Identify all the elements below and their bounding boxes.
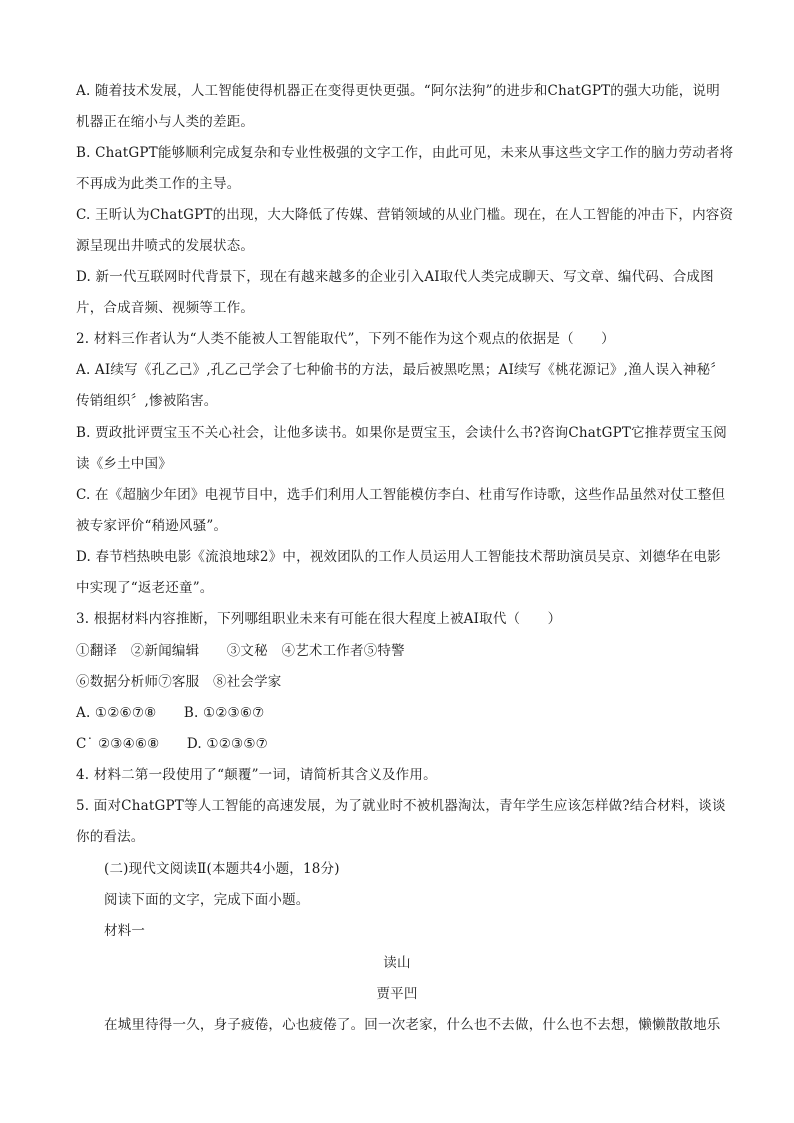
option-d-line-2: 片，合成音频、视频等工作。 (76, 300, 255, 316)
article-paragraph-1: 在城里待得一久，身子疲倦，心也疲倦了。回一次老家，什么也不去做，什么也不去想，懒懒散散地乐 (104, 1017, 721, 1033)
q3-options-cd: C˙ ②③④⑥⑧ D. ①②③⑤⑦ (76, 736, 268, 752)
q3-list-line-1: ①翻译 ②新闻编辑 ③文秘 ④艺术工作者⑤特警 (76, 643, 405, 659)
question-5-line-1: 5. 面对ChatGPT等人工智能的高速发展，为了就业时不被机器淘汰，青年学生应该怎样做?结合材料，谈谈 (76, 798, 726, 814)
q2-option-a-line-2: 传销组织〞,惨被陷害。 (76, 393, 218, 409)
option-d-line-1: D. 新一代互联网时代背景下，现在有越来越多的企业引入AI取代人类完成聊天、写文章、编代码、合成图 (76, 269, 714, 285)
option-a-line-2: 机器正在缩小与人类的差距。 (76, 114, 255, 130)
q2-option-d-line-2: 中实现了“返老还童”。 (76, 580, 214, 596)
q2-option-b-line-2: 读《乡土中国》 (76, 456, 172, 472)
reading-instruction: 阅读下面的文字，完成下面小题。 (104, 892, 310, 908)
q3-options-ab: A. ①②⑥⑦⑧ B. ①②③⑥⑦ (76, 705, 265, 721)
option-b-line-1: B. ChatGPT能够顺利完成复杂和专业性极强的文字工作，由此可见，未来从事这些文字工作的脑力劳动者将 (76, 145, 734, 161)
section-heading: (二)现代文阅读Ⅱ(本题共4小题，18分) (104, 861, 340, 877)
option-b-line-2: 不再成为此类工作的主导。 (76, 176, 241, 192)
question-4: 4. 材料二第一段使用了“颠覆”一词，请简析其含义及作用。 (76, 767, 437, 783)
q2-option-c-line-2: 被专家评价“稍逊风骚”。 (76, 518, 228, 534)
q3-list-line-2: ⑥数据分析师⑦客服 ⑧社会学家 (76, 674, 282, 690)
option-a-line-1: A. 随着技术发展，人工智能使得机器正在变得更快更强。“阿尔法狗”的进步和ChatGPT的强大功能，说明 (76, 83, 720, 99)
article-title: 读山 (383, 955, 411, 971)
question-3: 3. 根据材料内容推断，下列哪组职业未来有可能在很大程度上被AI取代（ ） (76, 611, 562, 627)
question-5-line-2: 你的看法。 (76, 829, 145, 845)
q2-option-a-line-1: A. AI续写《孔乙己》,孔乙己学会了七种偷书的方法，最后被黑吃黑；AI续写《桃花源记》,渔人误入神秘〞 (76, 362, 724, 378)
material-label: 材料一 (104, 923, 146, 939)
article-author: 贾平凹 (376, 986, 418, 1002)
q2-option-c-line-1: C. 在《超脑少年团》电视节目中，选手们利用人工智能模仿李白、杜甫写作诗歌，这些作品虽然对仗工整但 (76, 487, 726, 503)
option-c-line-2: 源呈现出井喷式的发展状态。 (76, 238, 255, 254)
q2-option-b-line-1: B. 贾政批评贾宝玉不关心社会，让他多读书。如果你是贾宝玉，会读什么书?咨询ChatGPT它推荐贾宝玉阅 (76, 425, 728, 441)
q2-option-d-line-1: D. 春节档热映电影《流浪地球2》中，视效团队的工作人员运用人工智能技术帮助演员吴京、刘德华在电影 (76, 549, 721, 565)
question-2: 2. 材料三作者认为“人类不能被人工智能取代”，下列不能作为这个观点的依据是（ ） (76, 331, 615, 347)
option-c-line-1: C. 王昕认为ChatGPT的出现，大大降低了传媒、营销领域的从业门槛。现在，在人工智能的冲击下，内容资 (76, 207, 734, 223)
